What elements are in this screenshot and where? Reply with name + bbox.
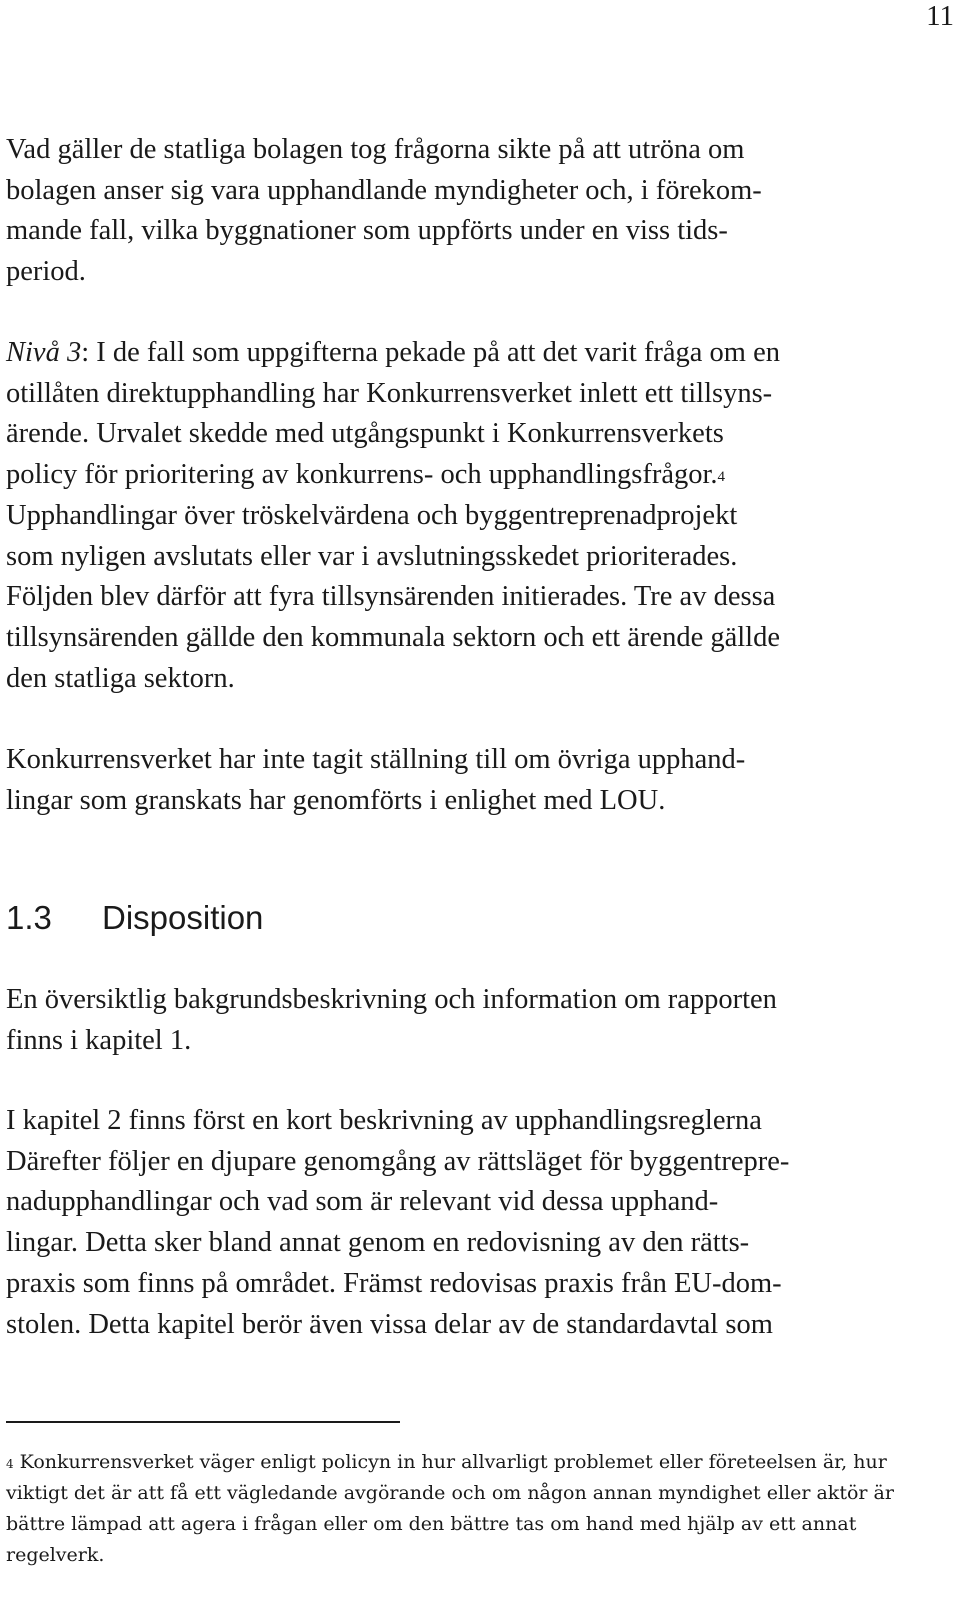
text-line: Konkurrensverket har inte tagit ställning till om övriga upphand- bbox=[6, 744, 746, 775]
text-line: bolagen anser sig vara upphandlande myndigheter och, i förekom- bbox=[6, 174, 762, 206]
text-line: som nyligen avslutats eller var i avslutningsskedet prioriterades. bbox=[6, 540, 738, 572]
page-number: 11 bbox=[926, 0, 954, 32]
footnote-reference: 4 bbox=[717, 469, 726, 486]
footnote-marker: 4 bbox=[6, 1457, 14, 1471]
text-line: finns i kapitel 1. bbox=[6, 1024, 192, 1056]
footnote bbox=[6, 1447, 946, 1571]
text-fragment: : I de fall som uppgifterna pekade på att det varit fråga om en bbox=[81, 337, 780, 368]
section-title: Disposition bbox=[102, 899, 264, 936]
text-fragment: policy för prioritering av konkurrens- och upphandlingsfrågor. bbox=[6, 459, 718, 491]
text-line: viktigt det är att få ett vägledande avgörande och om någon annan myndighet eller aktör är bbox=[6, 1482, 894, 1504]
text-line: praxis som finns på området. Främst redovisas praxis från EU-dom- bbox=[6, 1267, 782, 1299]
paragraph-overview bbox=[6, 980, 946, 1061]
text-line: otillåten direktupphandling har Konkurrensverket inlett ett tillsyns- bbox=[6, 377, 773, 409]
text-line: nadupphandlingar och vad som är relevant vid dessa upphand- bbox=[6, 1186, 719, 1218]
level-label: Nivå 3 bbox=[6, 337, 82, 368]
section-heading bbox=[6, 898, 263, 938]
text-line: stolen. Detta kapitel berör även vissa delar av de standardavtal som bbox=[6, 1308, 773, 1340]
text-line: I kapitel 2 finns först en kort beskrivning av upphandlingsreglerna bbox=[6, 1105, 762, 1136]
text-line bbox=[6, 455, 946, 496]
text-fragment: Konkurrensverket väger enligt policyn in hur allvarligt problemet eller företeelsen är, hur bbox=[13, 1451, 887, 1473]
text-line: En översiktlig bakgrundsbeskrivning och information om rapporten bbox=[6, 984, 777, 1015]
text-line: tillsynsärenden gällde den kommunala sektorn och ett ärende gällde bbox=[6, 621, 780, 653]
text-line: mande fall, vilka byggnationer som uppförts under en viss tids- bbox=[6, 215, 728, 247]
paragraph-level-3 bbox=[6, 333, 946, 699]
text-line: ärende. Urvalet skedde med utgångspunkt i Konkurrensverkets bbox=[6, 418, 724, 450]
text-line: den statliga sektorn. bbox=[6, 662, 235, 694]
text-line bbox=[6, 333, 946, 374]
text-line: period. bbox=[6, 256, 86, 288]
text-line: Därefter följer en djupare genomgång av rättsläget för byggentrepre- bbox=[6, 1145, 790, 1177]
text-line: lingar. Detta sker bland annat genom en redovisning av den rätts- bbox=[6, 1227, 750, 1259]
text-line: Upphandlingar över tröskelvärdena och byggentreprenadprojekt bbox=[6, 499, 738, 531]
text-line bbox=[6, 1447, 946, 1478]
text-line: Följden blev därför att fyra tillsynsärenden initierades. Tre av dessa bbox=[6, 581, 776, 613]
paragraph-state-companies bbox=[6, 130, 946, 293]
text-line: bättre lämpad att agera i frågan eller om den bättre tas om hand med hjälp av ett annat bbox=[6, 1513, 857, 1535]
footnote-separator bbox=[6, 1421, 400, 1423]
text-line: Vad gäller de statliga bolagen tog frågorna sikte på att utröna om bbox=[6, 134, 745, 165]
paragraph-no-position bbox=[6, 740, 946, 821]
paragraph-chapter-2 bbox=[6, 1101, 946, 1345]
section-number: 1.3 bbox=[6, 899, 52, 936]
text-line: lingar som granskats har genomförts i enlighet med LOU. bbox=[6, 784, 666, 816]
text-line: regelverk. bbox=[6, 1544, 105, 1566]
